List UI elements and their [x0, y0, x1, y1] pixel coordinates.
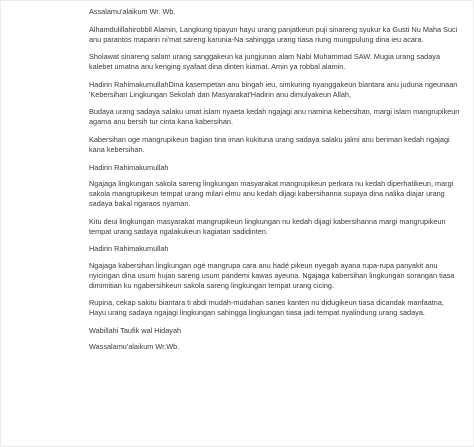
- closing-prayer: Wabillahi Taufik wal Hidayah: [89, 325, 182, 335]
- paragraph-faith: Kabersihan oge mangrupikeun bagian tina iman kukituna urang sadaya salaku jalmi anu beriman kedah ngajagi kana kebersihan.: [89, 134, 450, 154]
- paragraph-praise: Alhamdulillahirobbil Alamin, Langkung tipayun hayu urang panjatkeun puji sinareng syukur ka Gusti Nu Maha Suci anu parantos maparin ni'mat sareng karunia-Na sahingga urang tiasa riung mungpulung dina ieu acara.: [89, 24, 458, 44]
- paragraph-sholawat: Sholawat sinareng salam urang sanggakeun ka jungjunan alam Nabi Muhammad SAW. Mugia urang sadaya kalebet umatna anu kenging syafaat dina dinten kiamat. Amin ya robbal alamin.: [89, 52, 440, 72]
- paragraph-school: Ngajaga lingkungan sakola sareng lingkungan masyarakat mangrupikeun perkara nu kedah diperhatikeun, margi sakola mangrupikeun tempat urang milari elmu anu kedah dijagi kabersihanna supaya dina nalika diajar urang sadaya bakal ngaraos nyaman.: [89, 179, 454, 209]
- paragraph-culture: Budaya urang sadaya salaku umat islam nyaeta kedah ngajagi anu namina kebersihan, margi islam mangrupikeun agama anu bersih tur cinta kana kabersihan.: [89, 107, 460, 127]
- document-body: [89, 7, 461, 360]
- closing-greeting: Wassalamu'alaikum Wr.Wb.: [89, 342, 180, 352]
- paragraph-introduction: Hadirin RahimakumullahDina kasempetan anu bingah ieu, simkuring nyanggakeun biantara anu juduna ngeunaan 'Kebersihan Lingkungan Sekolah dan Masyarakat'Hadirin anu dimulyakeun Allah,: [89, 79, 458, 99]
- paragraph-community: Kitu deui lingkungan masyarakat mangrupikeun lingkungan nu kedah dijagi kabersihanna margi mangrupikeun tempat urang sadaya ngalakukeun kagiatan sadidinten.: [89, 216, 446, 236]
- paragraph-disease-prevention: Ngajaga kabersihan lingkungan ogé mangrupa cara anu hadé pikeun nyegah ayana rupa-rupa panyakit anu nyicingan dina usum hujan sareng usum pandemi kawas ayeuna. Ngajaga kabersihan lingkungan sorangan tiasa dimimitian ku ngabersihkeun sakola sareng lingkungan tempat urang cicing.: [89, 260, 455, 290]
- salutation-heading: Hadirin Rahimakumullah: [89, 244, 169, 254]
- salutation-heading: Hadirin Rahimakumullah: [89, 162, 169, 172]
- opening-greeting: Assalamu'alaikum Wr. Wb.: [89, 7, 176, 16]
- paragraph-closing: Rupina, cekap sakitu biantara ti abdi mudah-mudahan sanes kanten nu didugikeun tiasa dicandak manfaatna, Hayu urang sadaya ngajagi lingkungan sahingga lingkungan tiasa jadi tempat nyalindung urang sadaya.: [89, 298, 444, 318]
